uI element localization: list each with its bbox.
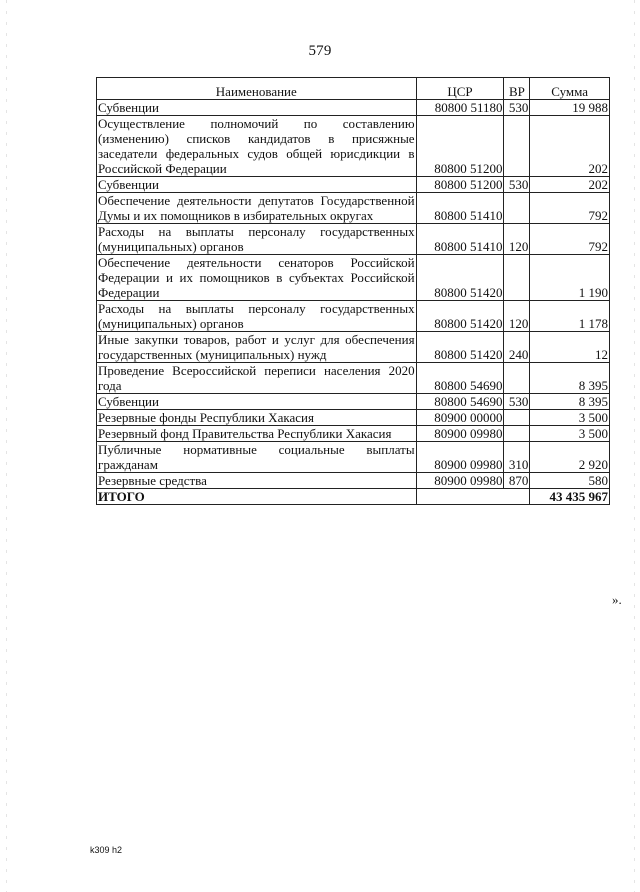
cell-csr: 80900 09980 [416, 426, 504, 442]
table-row [97, 442, 610, 473]
cell-vr: 870 [504, 473, 530, 489]
cell-name: Субвенции [97, 177, 417, 193]
cell-csr: 80800 51180 [416, 100, 504, 116]
cell-sum: 3 500 [530, 426, 610, 442]
cell-name: Проведение Всероссийской переписи населения 2020 года [98, 363, 415, 393]
table-header [97, 78, 610, 100]
cell-vr [504, 363, 530, 394]
cell-csr: 80800 51420 [416, 332, 504, 363]
page-number: 579 [308, 43, 332, 59]
cell-csr: 80900 00000 [416, 410, 504, 426]
cell-vr: 120 [504, 301, 530, 332]
cell-sum: 19 988 [530, 100, 610, 116]
cell-csr: 80800 54690 [416, 363, 504, 394]
table-row [97, 394, 610, 410]
table-row [97, 410, 610, 426]
cell-vr [504, 193, 530, 224]
budget-table [96, 77, 610, 505]
cell-vr: 120 [504, 224, 530, 255]
header-name: Наименование [97, 78, 417, 100]
cell-vr: 240 [504, 332, 530, 363]
table-row [97, 332, 610, 363]
cell-csr: 80800 51410 [416, 193, 504, 224]
cell-name: Резервные фонды Республики Хакасия [97, 410, 417, 426]
cell-sum: 580 [530, 473, 610, 489]
cell-name: Субвенции [97, 394, 417, 410]
table-row [97, 193, 610, 224]
table-row [97, 301, 610, 332]
cell-vr: 530 [504, 177, 530, 193]
table-row [97, 224, 610, 255]
table-row [97, 255, 610, 301]
cell-csr: 80800 51200 [416, 116, 504, 177]
cell-name: Резервный фонд Правительства Республики Хакасия [97, 426, 417, 442]
cell-name: Субвенции [97, 100, 417, 116]
total-label: ИТОГО [97, 489, 417, 505]
cell-sum: 8 395 [530, 363, 610, 394]
cell-sum: 792 [530, 224, 610, 255]
scan-edge-right [634, 0, 635, 892]
table-row [97, 426, 610, 442]
table-total [97, 489, 610, 505]
cell-sum: 8 395 [530, 394, 610, 410]
cell-sum: 202 [530, 116, 610, 177]
cell-csr: 80800 51410 [416, 224, 504, 255]
table-row [97, 363, 610, 394]
cell-sum: 202 [530, 177, 610, 193]
table-row [97, 116, 610, 177]
cell-vr [504, 116, 530, 177]
cell-name: Обеспечение деятельности сенаторов Российской Федерации и их помощников в субъектах Российской Федерации [98, 255, 415, 300]
cell-sum: 1 178 [530, 301, 610, 332]
footer-code: k309 h2 [90, 845, 123, 855]
header-sum: Сумма [530, 78, 610, 100]
cell-sum: 12 [530, 332, 610, 363]
cell-csr: 80800 51200 [416, 177, 504, 193]
cell-name: Осуществление полномочий по составлению (изменению) списков кандидатов в присяжные заседатели федеральных судов общей юрисдикции в Российской Федерации [98, 116, 415, 176]
cell-vr: 530 [504, 100, 530, 116]
cell-vr [504, 255, 530, 301]
cell-name: Иные закупки товаров, работ и услуг для обеспечения государственных (муниципальных) нужд [98, 332, 415, 362]
cell-csr: 80800 54690 [416, 394, 504, 410]
cell-name: Расходы на выплаты персоналу государственных (муниципальных) органов [98, 301, 415, 331]
cell-name: Обеспечение деятельности депутатов Государственной Думы и их помощников в избирательных округах [98, 193, 415, 223]
table-body [97, 100, 610, 489]
total-csr-cell [416, 489, 504, 505]
cell-csr: 80800 51420 [416, 255, 504, 301]
table-row [97, 177, 610, 193]
cell-csr: 80900 09980 [416, 442, 504, 473]
cell-sum: 792 [530, 193, 610, 224]
cell-sum: 3 500 [530, 410, 610, 426]
scan-edge-left [6, 0, 7, 892]
header-row [97, 78, 610, 100]
header-csr: ЦСР [416, 78, 504, 100]
cell-sum: 2 920 [530, 442, 610, 473]
cell-vr [504, 426, 530, 442]
cell-csr: 80900 09980 [416, 473, 504, 489]
cell-vr: 310 [504, 442, 530, 473]
cell-name: Резервные средства [97, 473, 417, 489]
table-row [97, 473, 610, 489]
table-row [97, 100, 610, 116]
total-sum: 43 435 967 [530, 489, 610, 505]
cell-vr [504, 410, 530, 426]
cell-name: Расходы на выплаты персоналу государственных (муниципальных) органов [98, 224, 415, 254]
closing-quote-mark: ». [612, 592, 622, 607]
cell-vr: 530 [504, 394, 530, 410]
total-row [97, 489, 610, 505]
cell-sum: 1 190 [530, 255, 610, 301]
cell-name: Публичные нормативные социальные выплаты гражданам [98, 442, 415, 472]
total-vr-cell [504, 489, 530, 505]
header-vr: ВР [504, 78, 530, 100]
budget-table-container [96, 77, 610, 505]
cell-csr: 80800 51420 [416, 301, 504, 332]
